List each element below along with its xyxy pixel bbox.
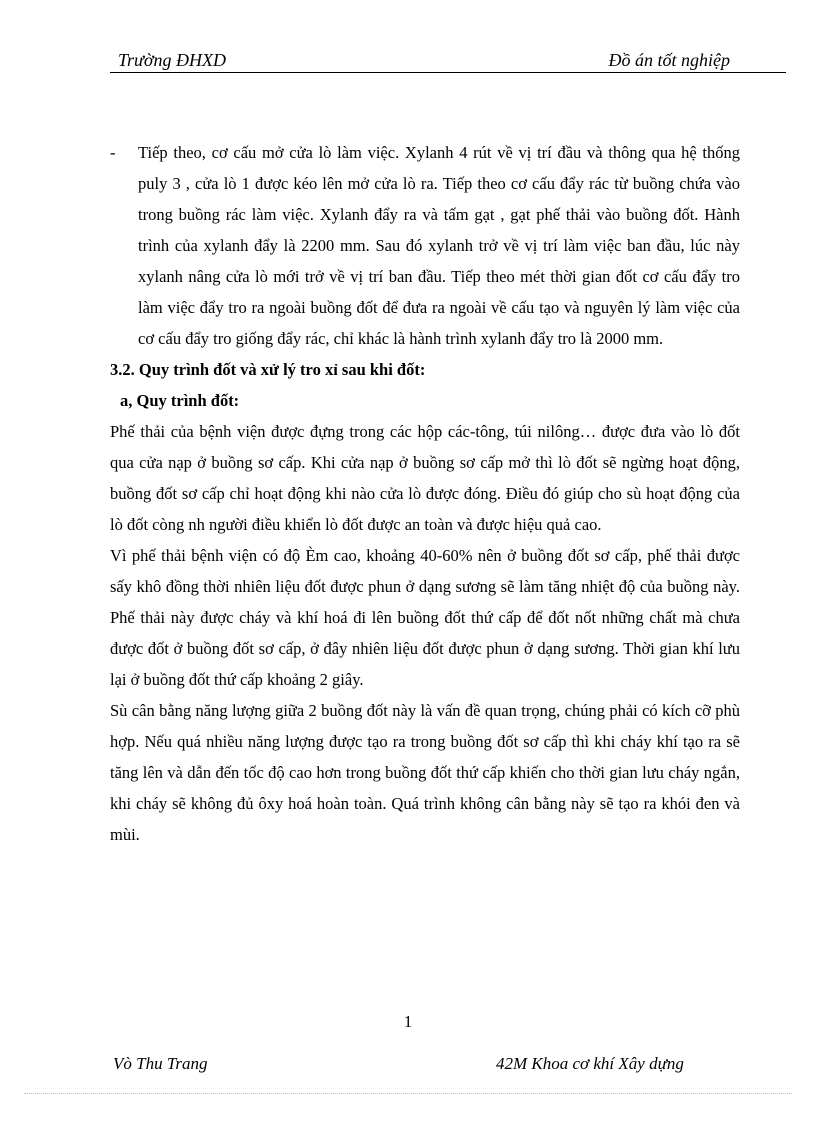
header-document-type: Đồ án tốt nghiệp bbox=[608, 50, 730, 70]
footer-department: 42M Khoa cơ khí Xây dựng bbox=[496, 1054, 684, 1073]
page-number: 1 bbox=[403, 1012, 413, 1031]
page-header bbox=[110, 48, 786, 73]
paragraph-3: Sù cân bằng năng lượng giữa 2 buồng đốt này là vấn đề quan trọng, chúng phải có kích cỡ phù hợp. Nếu quá nhiều năng lượng được tạo ra trong buồng đốt sơ cấp thì khi cháy khí tạo ra sẽ tăng lên và dẫn đến tốc độ cao hơn trong buồng đốt thứ cấp khiến cho thời gian lưu cháy ngắn, khi cháy sẽ không đủ ôxy hoá hoàn toàn. Quá trình không cân bằng này sẽ tạo ra khói đen và mùi. bbox=[110, 701, 740, 844]
paragraph-1: Phế thải của bệnh viện được đựng trong các hộp các-tông, túi nilông… được đưa vào lò đốt qua cửa nạp ở buồng sơ cấp. Khi cửa nạp ở buồng sơ cấp mở thì lò đốt sẽ ngừng hoạt động, buồng đốt sơ cấp chỉ hoạt động khi nào cửa lò được đóng. Điều đó giúp cho sù hoạt động của lò đốt còng nh người điều khiển lò đốt được an toàn và được hiệu quả cao. bbox=[110, 422, 740, 534]
paragraph-2: Vì phế thải bệnh viện có độ Èm cao, khoảng 40-60% nên ở buồng đốt sơ cấp, phế thải được sấy khô đồng thời nhiên liệu đốt được phun ở dạng sương sẽ làm tăng nhiệt độ của buồng này. Phế thải này được cháy và khí hoá đi lên buồng đốt thứ cấp để đốt nốt những chất mà chưa được đốt ở buồng đốt sơ cấp, ở đây nhiên liệu đốt được phun ở dạng sương. Thời gian khí lưu lại ở buồng đốt thứ cấp khoảng 2 giây. bbox=[110, 546, 740, 689]
bullet-text: Tiếp theo, cơ cấu mở cửa lò làm việc. Xylanh 4 rút về vị trí đầu và thông qua hệ thống puly 3 , cửa lò 1 được kéo lên mở cửa lò ra. Tiếp theo cơ cấu đẩy rác từ buồng chứa vào trong buồng rác làm việc. Xylanh đẩy ra và tấm gạt , gạt phế thải vào buồng đốt. Hành trình của xylanh đẩy là 2200 mm. Sau đó xylanh trở về vị trí làm việc ban đầu, lúc này xylanh nâng cửa lò mới trở về vị trí ban đầu. Tiếp theo mét thời gian đốt cơ cấu đẩy tro làm việc đẩy tro ra ngoài buồng đốt để đưa ra ngoài về cấu tạo và nguyên lý làm việc của cơ cấu đẩy tro giống đẩy rác, chỉ khác là hành trình xylanh đẩy tro là 2000 mm. bbox=[138, 143, 740, 348]
section-heading: 3.2. Quy trình đốt và xử lý tro xỉ sau khi đốt: bbox=[110, 360, 426, 379]
page-edge-divider bbox=[24, 1093, 792, 1094]
bullet-paragraph bbox=[110, 137, 740, 354]
header-school-name: Trường ĐHXD bbox=[118, 50, 226, 70]
page-body bbox=[110, 137, 740, 850]
bullet-dash: - bbox=[110, 143, 116, 162]
subsection-heading: a, Quy trình đốt: bbox=[120, 391, 240, 410]
footer-author: Vò Thu Trang bbox=[113, 1054, 208, 1073]
